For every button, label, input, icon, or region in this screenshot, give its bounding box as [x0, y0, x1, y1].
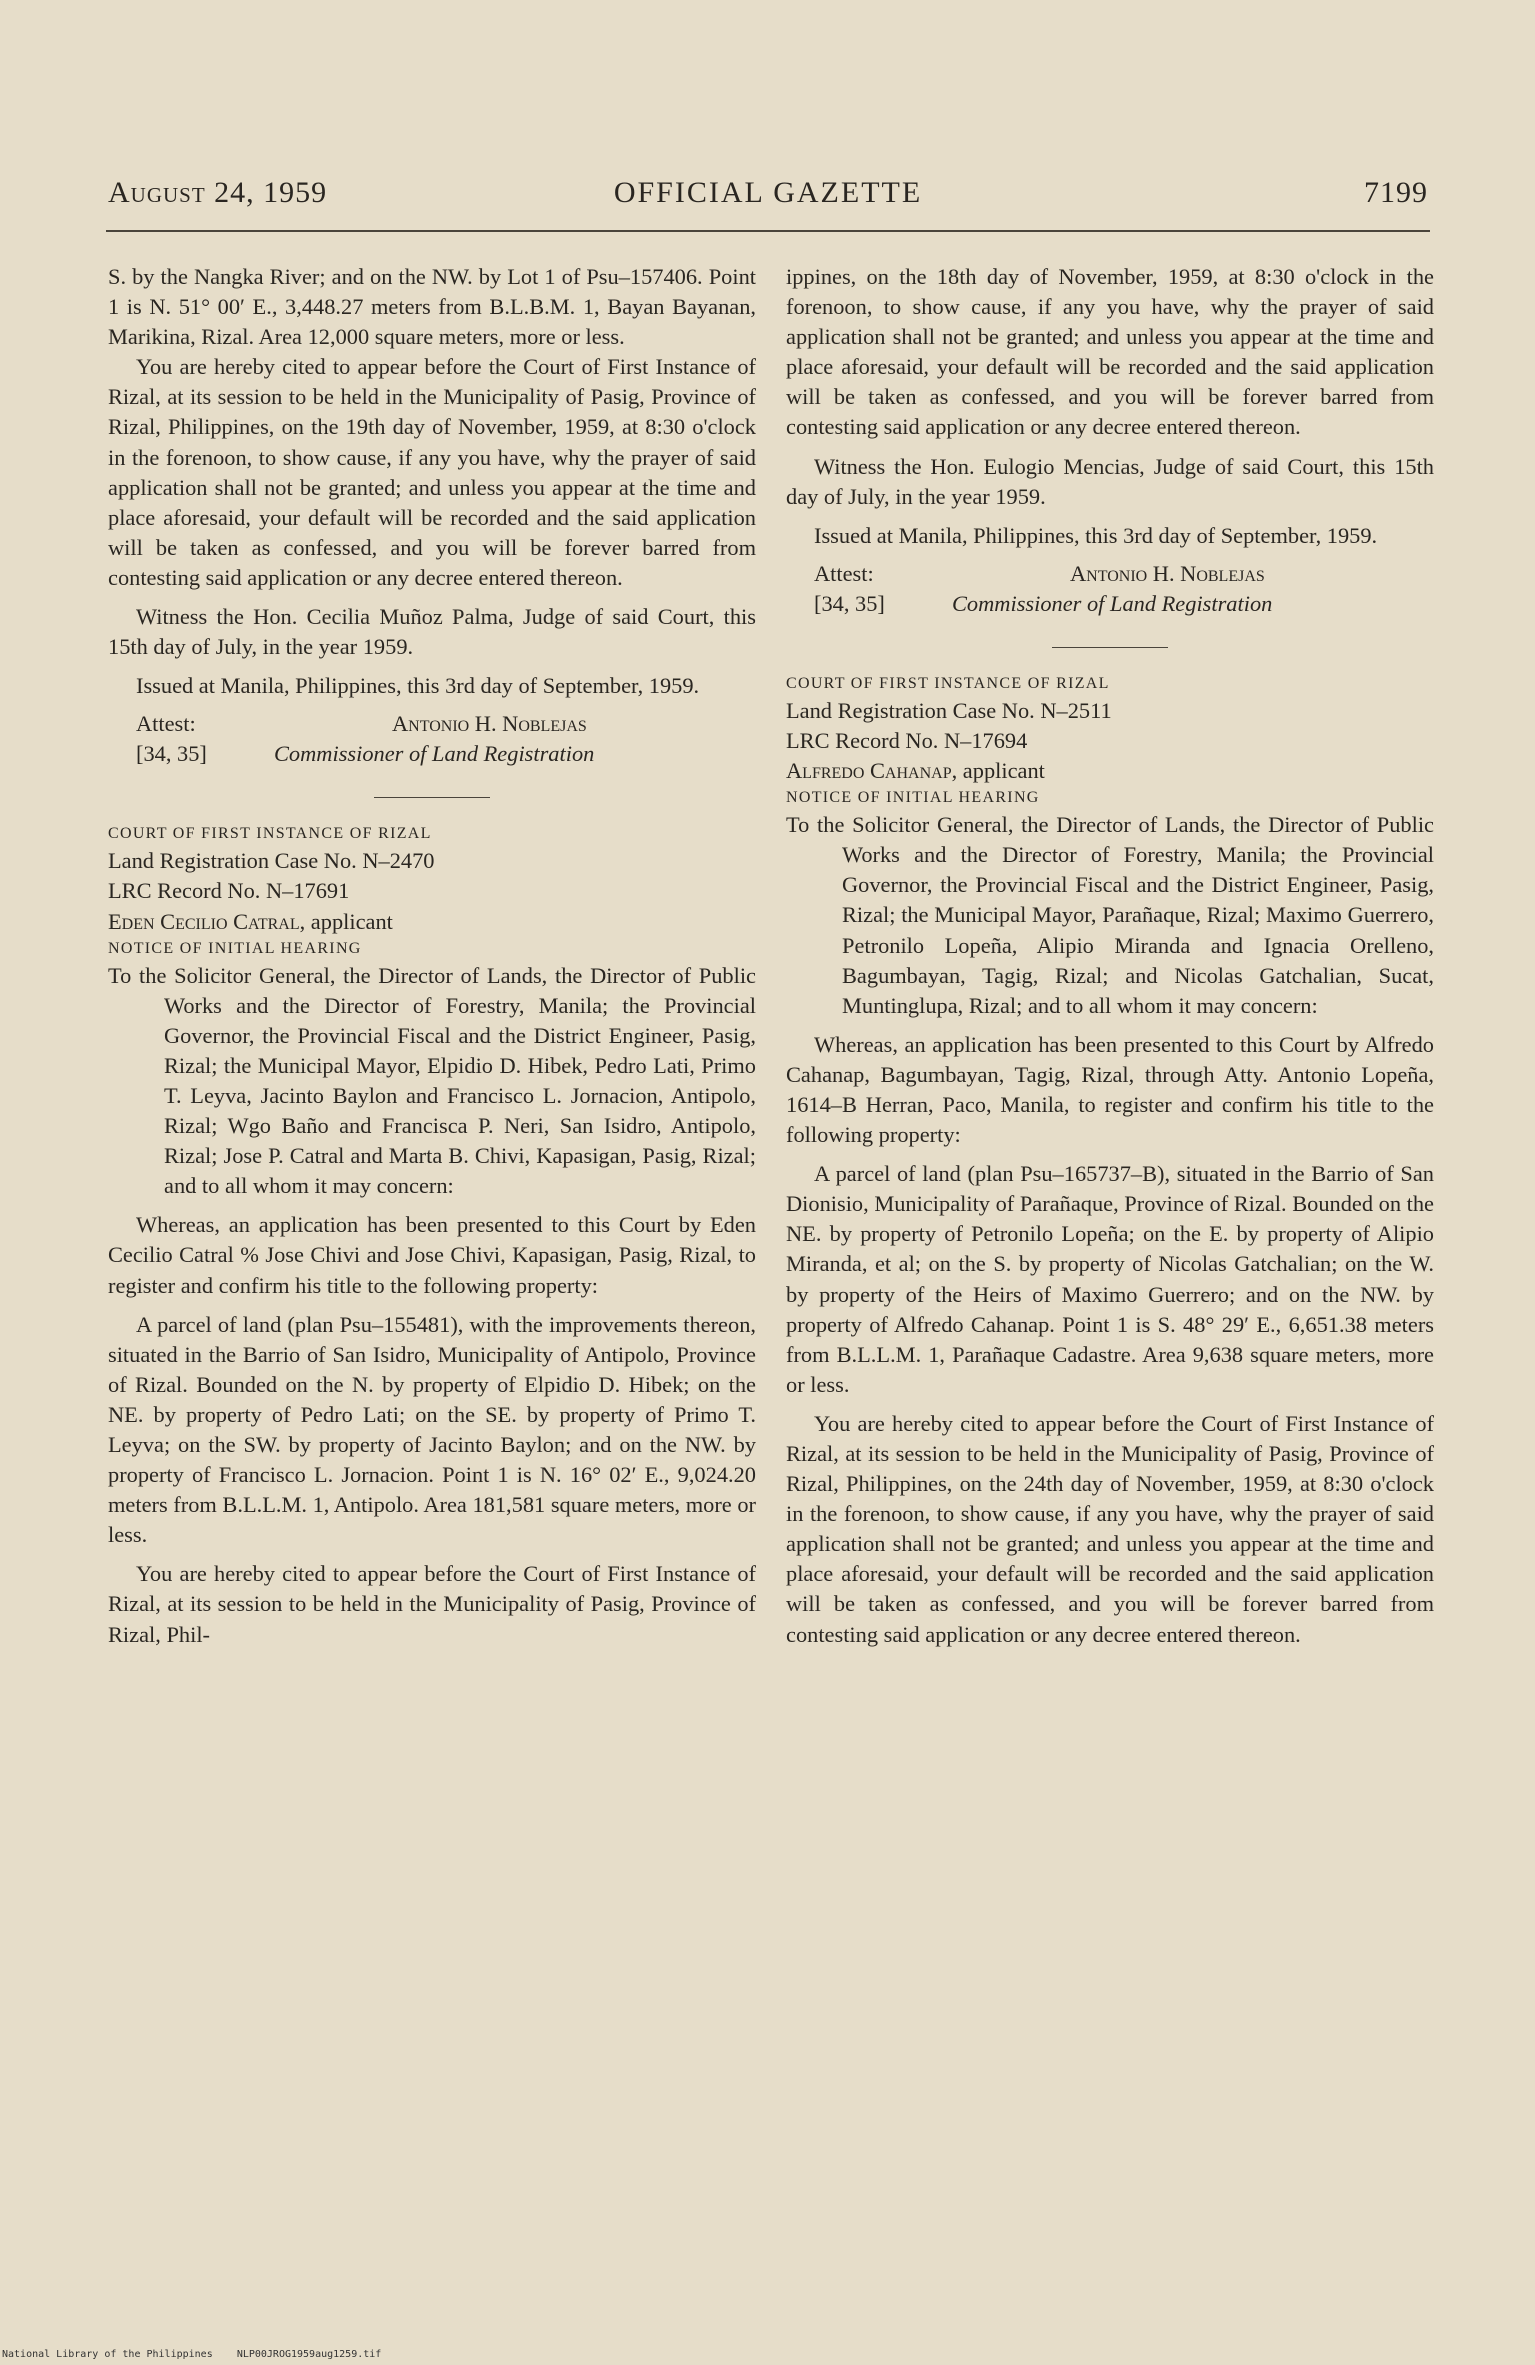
paragraph: A parcel of land (plan Psu–155481), with the improvements thereon, situated in the Barrio of San Isidro, Municipality of Antipolo, Province of Rizal. Bounded on the N. by property of Elpidio D. Hibek; on the NE. by property of Pedro Lati; on the SE. by property of Primo T. Leyva; on the SW. by property of Jacinto Baylon; and on the NW. by property of Francisco L. Jornacion. Point 1 is N. 16° 02′ E., 9,024.20 meters from B.L.L.M. 1, Antipolo. Area 181,581 square meters, more or less.	[108, 1311, 756, 1548]
library-credit: National Library of the Philippines	[2, 2349, 213, 2360]
paragraph: You are hereby cited to appear before the Court of First Instance of Rizal, at its session to be held in the Municipality of Pasig, Province of Rizal, Philippines, on the 24th day of November, 1959, at 8:30 o'clock in the forenoon, to show cause, if any you have, why the prayer of said application shall not be granted; and unless you appear at the time and place aforesaid, your default will be recorded and the said application will be taken as confessed, and you will be forever barred from contesting said application or any decree entered thereon.	[786, 1410, 1434, 1647]
paragraph: Issued at Manila, Philippines, this 3rd day of September, 1959.	[136, 673, 700, 699]
notice-heading: NOTICE OF INITIAL HEARING	[786, 789, 1040, 807]
paragraph: Whereas, an application has been presented to this Court by Alfredo Cahanap, Bagumbayan, Tagig, Rizal, through Atty. Antonio Lopeña, 1614–B Herran, Paco, Manila, to register and confirm his title to the following property:	[786, 1031, 1434, 1148]
addressee-paragraph: To the Solicitor General, the Director of Lands, the Director of Public Works and the Director of Forestry, Manila; the Provincial Governor, the Provincial Fiscal and the District Engineer, Pasig, Rizal; the Municipal Mayor, Parañaque, Rizal; Maximo Guerrero, Petronilo Lopeña, Alipio Miranda and Ignacia Orelleno, Bagumbayan, Tagig, Rizal; and Nicolas Gatchalian, Sucat, Muntinglupa, Rizal; and to all whom it may concern:	[786, 812, 1434, 1018]
attest-name: Antonio H. Noblejas	[392, 711, 587, 737]
paragraph: You are hereby cited to appear before the Court of First Instance of Rizal, at its session to be held in the Municipality of Pasig, Province of Rizal, Phil-	[108, 1561, 756, 1647]
scan-footer	[2, 2349, 381, 2360]
attest-title: Commissioner of Land Registration	[952, 590, 1273, 616]
addressee-paragraph: To the Solicitor General, the Director of Lands, the Director of Public Works and the Director of Forestry, Manila; the Provincial Governor, the Provincial Fiscal and the District Engineer, Pasig, Rizal; the Municipal Mayor, Elpidio D. Hibek, Pedro Lati, Primo T. Leyva, Jacinto Baylon and Francisco L. Jornacion, Antipolo, Rizal; Wgo Baño and Francisca P. Neri, San Isidro, Antipolo, Rizal; Jose P. Catral and Marta B. Chivi, Kapasigan, Pasig, Rizal; and to all whom it may concern:	[108, 962, 756, 1199]
paragraph: A parcel of land (plan Psu–165737–B), situated in the Barrio of San Dionisio, Municipality of Parañaque, Province of Rizal. Bounded on the NE. by property of Petronilo Lopeña; on the E. by property of Alipio Miranda, et al; on the S. by property of Nicolas Gatchalian; on the W. by property of the Heirs of Maximo Guerrero; and on the NW. by property of Alfredo Cahanap. Point 1 is S. 48° 29′ E., 6,651.38 meters from B.L.L.M. 1, Parañaque Cadastre. Area 9,638 square meters, more or less.	[786, 1161, 1434, 1397]
attest-reference: [34, 35]	[136, 741, 207, 767]
header-rule	[106, 230, 1430, 232]
page-number: 7199	[1364, 176, 1428, 209]
section-divider	[1052, 647, 1168, 648]
applicant-suffix: , applicant	[299, 908, 393, 934]
issue-date: August 24, 1959	[108, 176, 328, 209]
notice-heading: NOTICE OF INITIAL HEARING	[108, 939, 362, 957]
applicant-suffix: , applicant	[951, 758, 1045, 784]
attest-block	[108, 709, 756, 769]
right-column	[786, 262, 1434, 1650]
attest-block	[786, 559, 1434, 619]
paragraph: Whereas, an application has been presented to this Court by Eden Cecilio Catral % Jose Chivi and Jose Chivi, Kapasigan, Pasig, Rizal, to register and confirm his title to the following property:	[108, 1212, 756, 1298]
scan-filename: NLP00JROG1959aug1259.tif	[236, 2349, 382, 2360]
paragraph: You are hereby cited to appear before the Court of First Instance of Rizal, at its session to be held in the Municipality of Pasig, Province of Rizal, Philippines, on the 19th day of November, 1959, at 8:30 o'clock in the forenoon, to show cause, if any you have, why the prayer of said application shall not be granted; and unless you appear at the time and place aforesaid, your default will be recorded and the said application will be taken as confessed, and you will be forever barred from contesting said application or any decree entered thereon.	[108, 354, 756, 590]
paragraph: S. by the Nangka River; and on the NW. by Lot 1 of Psu–157406. Point 1 is N. 51° 00′ E., 3,448.27 meters from B.L.B.M. 1, Bayan Bayanan, Marikina, Rizal. Area 12,000 square meters, more or less.	[108, 264, 756, 350]
publication-title: OFFICIAL GAZETTE	[613, 176, 923, 209]
case-number: Land Registration Case No. N–2511	[786, 697, 1112, 723]
paragraph: Witness the Hon. Cecilia Muñoz Palma, Judge of said Court, this 15th day of July, in the year 1959.	[108, 604, 756, 660]
court-heading: COURT OF FIRST INSTANCE OF RIZAL	[786, 674, 1110, 692]
page-header	[108, 176, 1428, 222]
left-column	[108, 262, 756, 1650]
attest-reference: [34, 35]	[814, 590, 885, 616]
attest-title: Commissioner of Land Registration	[274, 741, 595, 767]
court-heading: COURT OF FIRST INSTANCE OF RIZAL	[108, 825, 432, 843]
applicant-line	[108, 907, 756, 937]
applicant-line	[786, 756, 1434, 786]
record-number: LRC Record No. N–17691	[108, 878, 350, 904]
applicant-name: Alfredo Cahanap	[786, 758, 952, 784]
paragraph: Issued at Manila, Philippines, this 3rd day of September, 1959.	[814, 522, 1378, 548]
attest-name: Antonio H. Noblejas	[1070, 560, 1265, 586]
paragraph: ippines, on the 18th day of November, 1959, at 8:30 o'clock in the forenoon, to show cause, if any you have, why the prayer of said application shall not be granted; and unless you appear at the time and place aforesaid, your default will be recorded and the said application will be taken as confessed, and you will be forever barred from contesting said application or any decree entered thereon.	[786, 264, 1434, 440]
attest-label: Attest:	[814, 560, 874, 586]
case-number: Land Registration Case No. N–2470	[108, 848, 435, 874]
attest-label: Attest:	[136, 711, 196, 737]
section-divider	[374, 797, 490, 798]
paragraph: Witness the Hon. Eulogio Mencias, Judge of said Court, this 15th day of July, in the year 1959.	[786, 453, 1434, 509]
applicant-name: Eden Cecilio Catral	[108, 908, 300, 934]
record-number: LRC Record No. N–17694	[786, 727, 1028, 753]
